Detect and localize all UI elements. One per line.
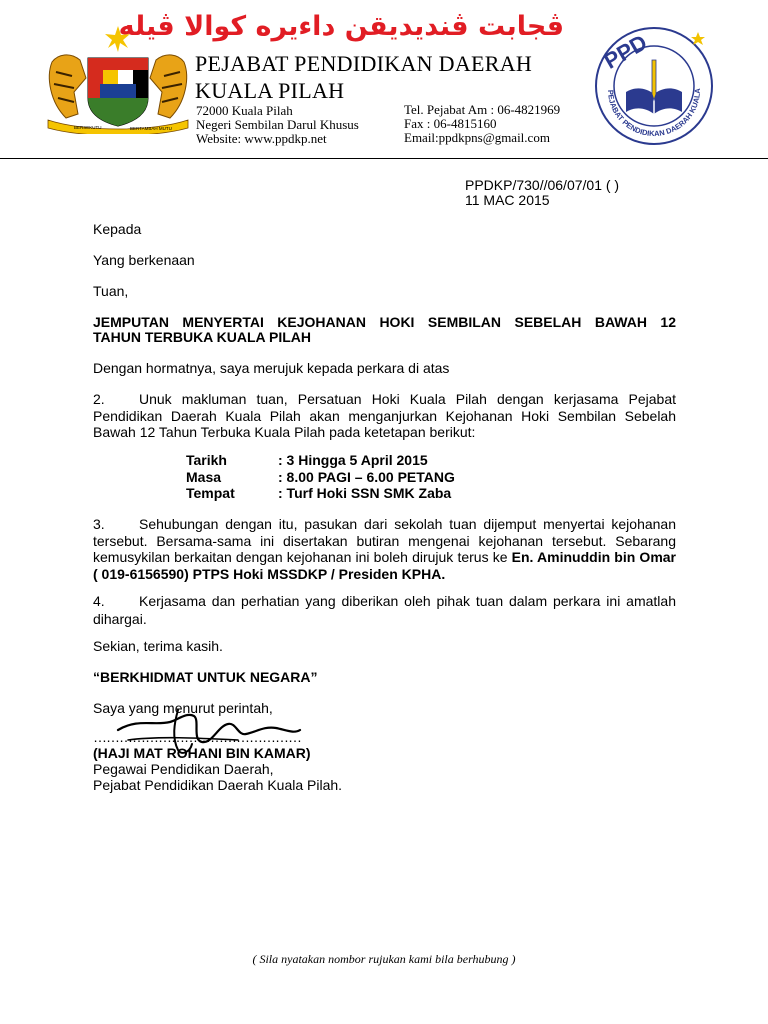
detail-row-tempat — [186, 485, 455, 502]
signatory-name: (HAJI MAT ROHANI BIN KAMAR) — [93, 745, 311, 761]
signature-dots: ………………………………………… — [93, 729, 301, 745]
detail-row-tarikh — [186, 452, 455, 469]
org-name-line2: KUALA PILAH — [195, 78, 345, 103]
paragraph-2-number: 2. — [93, 391, 105, 407]
detail-label: Tempat — [186, 485, 235, 501]
subject-line1: JEMPUTAN MENYERTAI KEJOHANAN HOKI SEMBILAN SEBELAH BAWAH 12 — [93, 314, 676, 330]
letterhead-divider — [0, 158, 768, 159]
paragraph-3-number: 3. — [93, 516, 105, 532]
address-line2: Negeri Sembilan Darul Khusus — [196, 117, 359, 132]
fax-text: Fax : 06-4815160 — [404, 116, 497, 131]
paragraph-4-text: Kerjasama dan perhatian yang diberikan oleh pihak tuan dalam perkara ini amatlah dihargai. — [93, 593, 676, 627]
ppd-logo — [588, 20, 718, 150]
subject-line2: TAHUN TERBUKA KUALA PILAH — [93, 329, 312, 345]
ppd-emblem-icon — [588, 20, 718, 150]
motto-text: “BERKHIDMAT UNTUK NEGARA” — [93, 669, 318, 685]
email-text: Email:ppdkpns@gmail.com — [404, 130, 550, 145]
detail-label: Tarikh — [186, 452, 227, 468]
detail-value: : 3 Hingga 5 April 2015 — [278, 452, 428, 468]
opening-text: Dengan hormatnya, saya merujuk kepada perkara di atas — [93, 360, 450, 376]
signature-lead: Saya yang menurut perintah, — [93, 700, 273, 716]
address-line1: 72000 Kuala Pilah — [196, 103, 293, 118]
recipient-text: Yang berkenaan — [93, 252, 195, 268]
paragraph-4-number: 4. — [93, 593, 105, 609]
detail-label: Masa — [186, 468, 222, 485]
website-text: Website: www.ppdkp.net — [196, 131, 327, 146]
greeting-text: Tuan, — [93, 283, 129, 299]
kepada-label: Kepada — [93, 221, 142, 237]
event-details — [186, 452, 455, 502]
contact-person: En. Aminuddin bin Omar ( 019-6156590) PTPS Hoki MSSDKP / Presiden KPHA. — [93, 549, 677, 582]
org-name-line1: PEJABAT PENDIDIKAN DAERAH — [195, 51, 533, 76]
paragraph-2-text: Unuk makluman tuan, Persatuan Hoki Kuala Pilah dengan kerjasama Pejabat Pendidikan Daerah Kuala Pilah akan menganjurkan Kejohanan Hoki Sembilan Sebelah Bawah 12 Tahun Terbuka Kuala Pilah pada ketetapan berikut: — [93, 391, 676, 440]
tel-text: Tel. Pejabat Am : 06-4821969 — [404, 102, 561, 117]
detail-value: : Turf Hoki SSN SMK Zaba — [278, 485, 452, 501]
ppd-logo-text: PPD — [599, 29, 652, 74]
paragraph-3 — [93, 516, 676, 582]
detail-value: : 8.00 PAGI – 6.00 PETANG — [278, 468, 455, 485]
ppd-logo-ring-text: PEJABAT PENDIDIKAN DAERAH KUALA — [605, 88, 703, 139]
paragraph-4 — [93, 592, 676, 628]
crest-motto-right: BERTAMBAH MUTU — [130, 126, 172, 131]
closing-text: Sekian, terima kasih. — [93, 638, 223, 654]
paragraph-2 — [93, 391, 676, 441]
footer-note: ( Sila nyatakan nombor rujukan kami bila berhubung ) — [252, 952, 516, 966]
detail-row-masa — [186, 469, 455, 486]
signatory-title: Pegawai Pendidikan Daerah, — [93, 761, 274, 777]
letter-date: 11 MAC 2015 — [465, 192, 550, 208]
crest-motto-left: BERSEKUTU — [74, 125, 102, 130]
paragraph-3-text: Sehubungan dengan itu, pasukan dari sekolah tuan dijemput menyertai kejohanan tersebut. Bersama-sama ini disertakan butiran mengenai kejohanan tersebut. Sebarang kemusykilan berkaitan dengan kejohanan ini boleh dirujuk terus ke — [93, 516, 676, 565]
signatory-office: Pejabat Pendidikan Daerah Kuala Pilah. — [93, 777, 343, 793]
jawi-title: ڤجابت ڤنديديقن داءيره كوالا ڤيله — [118, 11, 564, 42]
reference-number: PPDKP/730//06/07/01 ( ) — [465, 177, 620, 193]
